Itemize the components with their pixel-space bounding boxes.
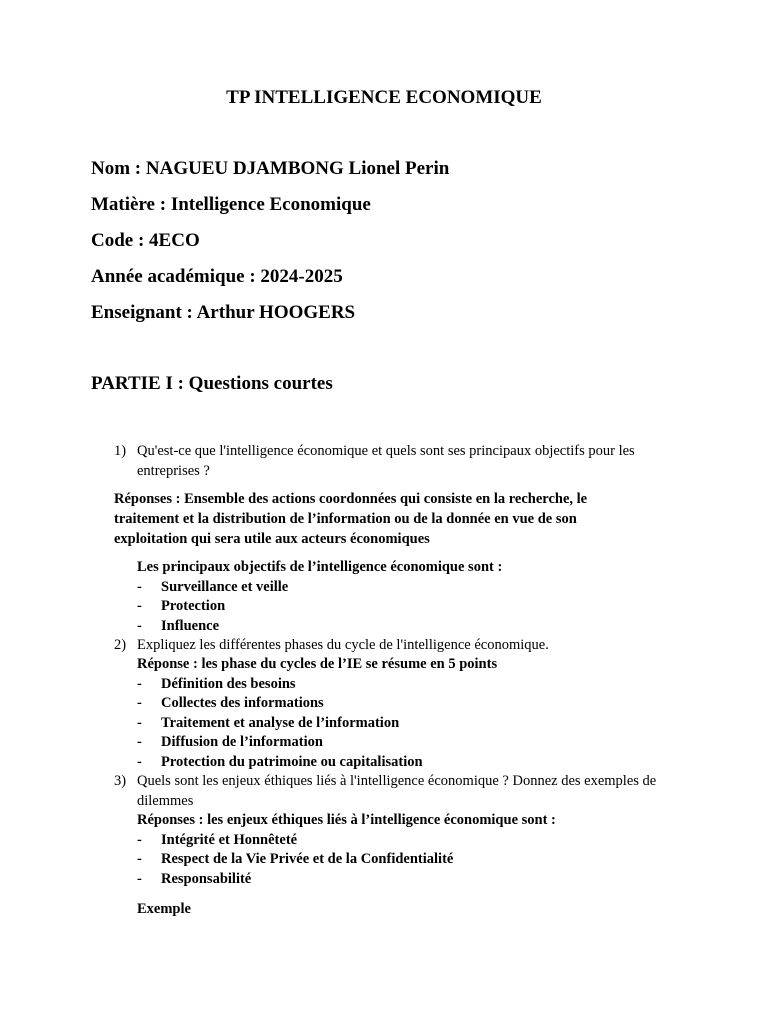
question-number: 2) [114, 637, 127, 653]
meta-code: Code : 4ECO [91, 230, 200, 251]
question-number: 1) [114, 443, 127, 459]
part-title: PARTIE I : Questions courtes [91, 373, 333, 394]
objectives-intro: Les principaux objectifs de l’intelligence économique sont : [137, 559, 503, 575]
question-text: Expliquez les différentes phases du cycle de l'intelligence économique. [137, 637, 549, 653]
meta-enseignant: Enseignant : Arthur HOOGERS [91, 302, 356, 323]
example-label: Exemple [137, 901, 191, 917]
question-number: 3) [114, 773, 127, 789]
meta-annee: Année académique : 2024-2025 [91, 266, 343, 287]
answer-3: Réponses : les enjeux éthiques liés à l’intelligence économique sont : [137, 812, 556, 828]
answer-2: Réponse : les phase du cycles de l’IE se résume en 5 points [137, 656, 498, 672]
meta-nom: Nom : NAGUEU DJAMBONG Lionel Perin [91, 158, 450, 179]
document-page: TP INTELLIGENCE ECONOMIQUE Nom : NAGUEU DJAMBONG Lionel Perin Matière : Intelligence Economique Code : 4ECO Année académique : 2024-2025 Enseignant : Arthur HOOGERS PARTIE I : Questions courtes 1) Qu'est-ce que l'intelligence économique et quels sont ses principaux objectifs pour les entreprises ? Réponses : Ensemble des actions coordonnées qui consiste en la recherche, le traitement et la distribution de l’information ou de la donnée en vue de son exploitation qui sera utile aux acteurs économiques Les principaux objectifs de l’intelligence économique sont : - Surveillance et veille - Protection - Influence 2) Expliquez les différentes phases du cycle de l'intelligence économique. Réponse : les phase du cycles de l’IE se résume en 5 points - Définition des besoins - Collectes des informations - Traitement et analyse de l’information - Diffusion de l’information - Protection du patrimoine ou capitalisation 3) Quels sont les enjeux éthiques liés à l'intelligence économique ? Donnez des exemples de dilemmes Réponses : les enjeux éthiques liés à l’intelligence économique sont : - Intégrité et Honnêteté - Respect de la Vie Privée et de la Confidentialité - Responsabilité Exemple [0, 0, 768, 1024]
answer-1: Réponses : Ensemble des actions coordonnées qui consiste en la recherche, le traitement et la distribution de l’information ou de la donnée en vue de son exploitation qui sera utile aux acteurs économiques [114, 491, 588, 547]
document-title: TP INTELLIGENCE ECONOMIQUE [226, 87, 542, 108]
meta-matiere: Matière : Intelligence Economique [91, 194, 371, 215]
question-text: Qu'est-ce que l'intelligence économique et quels sont ses principaux objectifs pour les entreprises ? [137, 443, 635, 479]
question-text: Quels sont les enjeux éthiques liés à l'intelligence économique ? Donnez des exemples de dilemmes [137, 773, 657, 809]
